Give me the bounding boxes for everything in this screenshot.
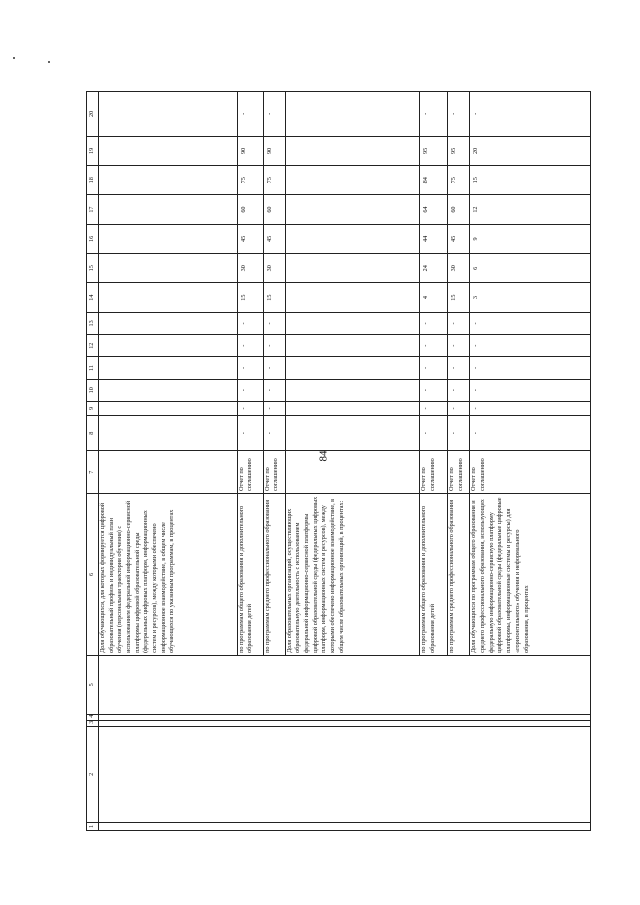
- indicator-text: Доля обучающихся по программам общего образования и среднего профессионального образования, использующих федеральную информационно-сервисную платформу цифровой образовательной среды (федеральные цифровые платформы, информационные системы и ресурсы) для «горизонтального» обучения и неформального образования, в процентах: [470, 493, 591, 655]
- value-cell: -: [263, 92, 285, 137]
- value-cell: -: [448, 335, 470, 357]
- indicator-text: по программам среднего профессионального образования: [263, 493, 285, 655]
- column-header: 9: [87, 401, 99, 415]
- column-header: 6: [87, 493, 99, 655]
- value-cell: -: [237, 401, 263, 415]
- value-cell: -: [263, 416, 285, 451]
- value-cell: 12: [470, 195, 591, 224]
- value-cell: -: [263, 357, 285, 379]
- value-cell: [99, 283, 238, 312]
- value-cell: [285, 195, 420, 224]
- value-cell: 30: [448, 254, 470, 283]
- value-cell: [99, 166, 238, 195]
- value-cell: 45: [448, 224, 470, 253]
- value-cell: -: [448, 379, 470, 401]
- cell-merged-3: [99, 720, 591, 726]
- value-cell: -: [237, 335, 263, 357]
- column-header: 1: [87, 822, 99, 830]
- value-cell: [99, 92, 238, 137]
- value-cell: [285, 416, 420, 451]
- value-cell: -: [263, 335, 285, 357]
- indicator-text: Доля обучающихся, для которых формируется цифровой образовательный профиль и индивидуальный план обучения (персональная траектория обучения) с использованием федеральной информационно-сервисной платформы цифровой образовательной среды (федеральных цифровых платформ, информационных систем и ресурсов), между которыми обеспечено информационное взаимодействие, в общем числе обучающихся по указанным программам, в процентах: [99, 493, 238, 655]
- value-cell: 60: [448, 195, 470, 224]
- value-cell: -: [237, 379, 263, 401]
- indicator-text: по программам среднего профессионального образования: [448, 493, 470, 655]
- column-header: 13: [87, 312, 99, 334]
- value-cell: 90: [237, 136, 263, 165]
- column-header: 7: [87, 451, 99, 494]
- scan-speck: [13, 57, 15, 59]
- value-cell: [285, 357, 420, 379]
- cell-merged-4: [99, 714, 591, 720]
- value-cell: [99, 224, 238, 253]
- value-cell: [99, 136, 238, 165]
- column-header: 19: [87, 136, 99, 165]
- value-cell: 84: [420, 166, 448, 195]
- value-cell: -: [470, 416, 591, 451]
- value-cell: 15: [237, 283, 263, 312]
- indicator-text: по программам общего образования и дополнительного образования детей: [237, 493, 263, 655]
- cell-merged-2: [99, 726, 591, 822]
- value-cell: 75: [448, 166, 470, 195]
- value-cell: -: [263, 379, 285, 401]
- value-cell: 6: [470, 254, 591, 283]
- column-header: 20: [87, 92, 99, 137]
- table-rotor: [86, 91, 591, 831]
- value-cell: 60: [263, 195, 285, 224]
- value-cell: -: [237, 357, 263, 379]
- value-cell: 64: [420, 195, 448, 224]
- value-cell: -: [420, 335, 448, 357]
- method-text: Отчет по соглашению: [448, 451, 470, 494]
- column-header: 10: [87, 379, 99, 401]
- column-header: 3: [87, 720, 99, 726]
- value-cell: -: [470, 357, 591, 379]
- value-cell: -: [420, 92, 448, 137]
- column-header: 15: [87, 254, 99, 283]
- value-cell: [285, 401, 420, 415]
- value-cell: 15: [263, 283, 285, 312]
- value-cell: -: [448, 92, 470, 137]
- column-header: 2: [87, 726, 99, 822]
- column-header: 14: [87, 283, 99, 312]
- column-header: 17: [87, 195, 99, 224]
- method-text: Отчет по соглашению: [237, 451, 263, 494]
- table-row: [99, 92, 238, 831]
- value-cell: -: [420, 416, 448, 451]
- column-header: 12: [87, 335, 99, 357]
- value-cell: -: [237, 416, 263, 451]
- method-text: [99, 451, 238, 494]
- value-cell: [99, 401, 238, 415]
- value-cell: 15: [470, 166, 591, 195]
- value-cell: [285, 283, 420, 312]
- cell-merged-1: [99, 822, 591, 830]
- value-cell: [99, 312, 238, 334]
- value-cell: [285, 136, 420, 165]
- value-cell: [99, 254, 238, 283]
- method-text: [285, 451, 420, 494]
- value-cell: -: [263, 401, 285, 415]
- value-cell: 45: [263, 224, 285, 253]
- indicator-text: Доля образовательных организаций, осуществляющих образовательную деятельность с использованием федеральной информационно-сервисной платформы цифровой образовательной среды (федеральных цифровых платформ, информационных систем и ресурсов), между которыми обеспечено информационное взаимодействие, в общем числе образовательных организаций, в процентах:: [285, 493, 420, 655]
- value-cell: -: [420, 401, 448, 415]
- value-cell: -: [470, 335, 591, 357]
- cell-merged-5: [99, 655, 591, 714]
- value-cell: 30: [263, 254, 285, 283]
- value-cell: 24: [420, 254, 448, 283]
- value-cell: -: [448, 401, 470, 415]
- value-cell: -: [448, 416, 470, 451]
- value-cell: [285, 92, 420, 137]
- column-header: 4: [87, 714, 99, 720]
- value-cell: [285, 379, 420, 401]
- value-cell: [285, 224, 420, 253]
- value-cell: -: [420, 379, 448, 401]
- column-header: 18: [87, 166, 99, 195]
- value-cell: -: [470, 379, 591, 401]
- column-header: 11: [87, 357, 99, 379]
- value-cell: [99, 195, 238, 224]
- column-header: 16: [87, 224, 99, 253]
- value-cell: [99, 379, 238, 401]
- value-cell: [285, 312, 420, 334]
- value-cell: 44: [420, 224, 448, 253]
- value-cell: [99, 335, 238, 357]
- value-cell: [99, 416, 238, 451]
- indicator-text: по программам общего образования и дополнительного образования детей: [420, 493, 448, 655]
- method-text: Отчет по соглашению: [420, 451, 448, 494]
- value-cell: -: [420, 312, 448, 334]
- value-cell: [285, 335, 420, 357]
- value-cell: 3: [470, 283, 591, 312]
- page-number: 84: [317, 450, 330, 462]
- value-cell: -: [470, 312, 591, 334]
- value-cell: -: [448, 357, 470, 379]
- value-cell: [99, 357, 238, 379]
- value-cell: 75: [237, 166, 263, 195]
- value-cell: 45: [237, 224, 263, 253]
- value-cell: 4: [420, 283, 448, 312]
- value-cell: -: [237, 312, 263, 334]
- value-cell: 90: [263, 136, 285, 165]
- column-header: 5: [87, 655, 99, 714]
- value-cell: 9: [470, 224, 591, 253]
- scan-speck: [48, 61, 50, 63]
- method-text: Отчет по соглашению: [470, 451, 591, 494]
- value-cell: -: [420, 357, 448, 379]
- value-cell: 30: [237, 254, 263, 283]
- header-row: [87, 92, 99, 831]
- value-cell: 20: [470, 136, 591, 165]
- value-cell: [285, 254, 420, 283]
- value-cell: -: [470, 92, 591, 137]
- value-cell: 75: [263, 166, 285, 195]
- value-cell: [285, 166, 420, 195]
- value-cell: 95: [448, 136, 470, 165]
- value-cell: 60: [237, 195, 263, 224]
- value-cell: 15: [448, 283, 470, 312]
- value-cell: 95: [420, 136, 448, 165]
- indicators-table: [86, 91, 591, 831]
- value-cell: -: [263, 312, 285, 334]
- value-cell: -: [237, 92, 263, 137]
- value-cell: -: [448, 312, 470, 334]
- method-text: Отчет по соглашению: [263, 451, 285, 494]
- column-header: 8: [87, 416, 99, 451]
- value-cell: -: [470, 401, 591, 415]
